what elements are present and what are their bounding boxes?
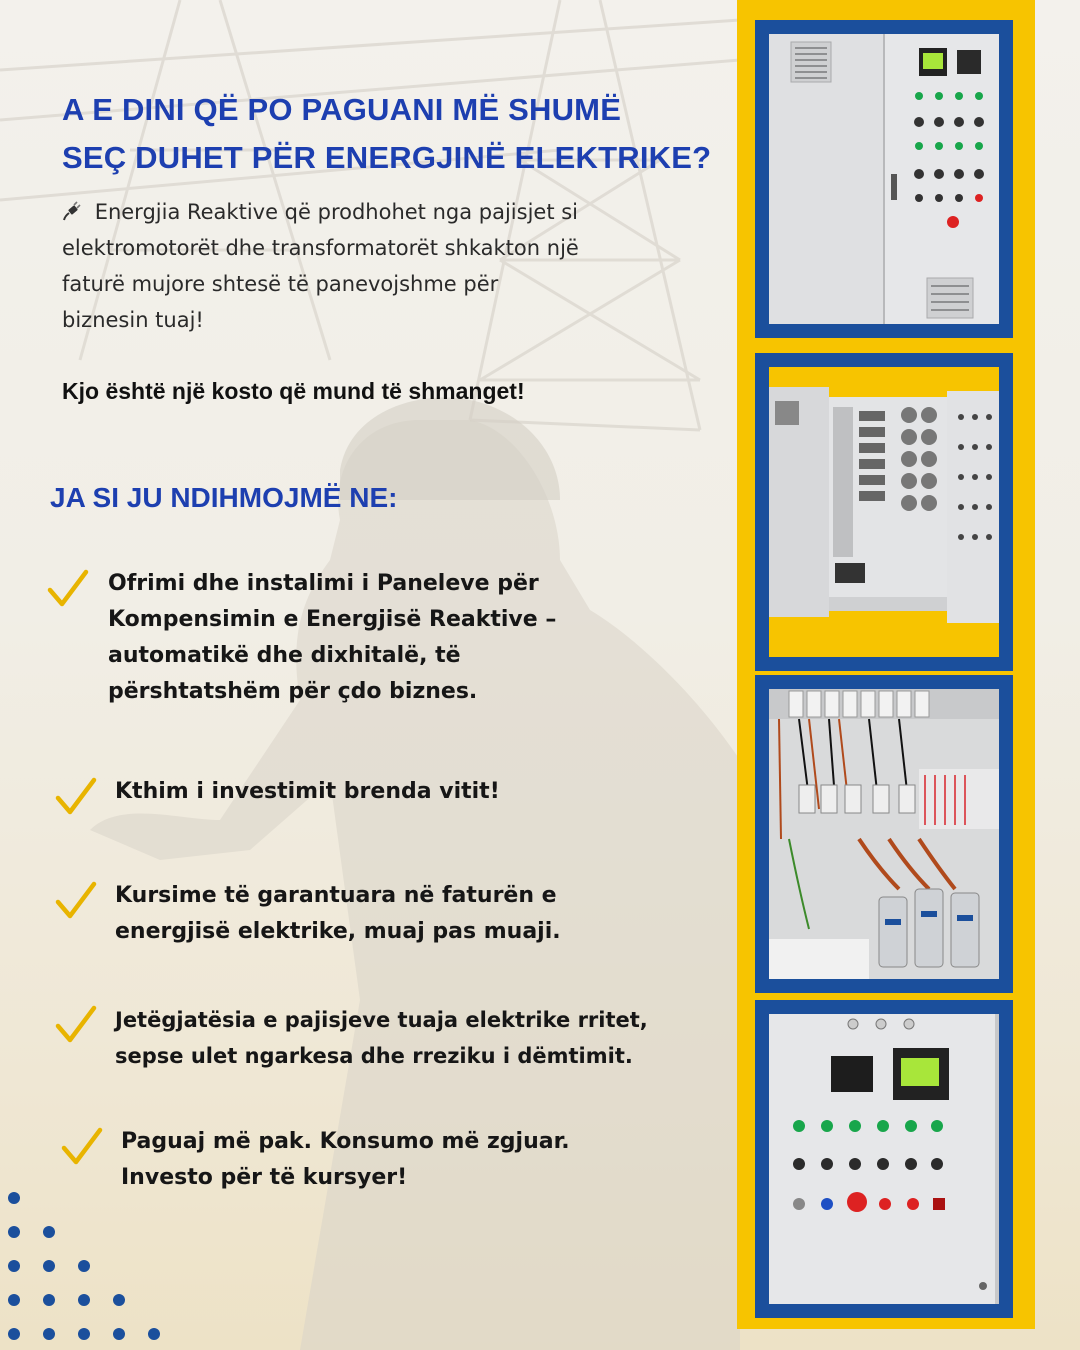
benefit-line: përshtatshëm për çdo biznes. [108,679,478,704]
headline-line-2: SEÇ DUHET PËR ENERGJINË ELEKTRIKE? [62,140,712,175]
checkmark-icon [54,774,98,818]
checkmark-icon [60,1124,104,1168]
benefit-line: automatikë dhe dixhitalë, të [108,643,461,668]
benefit-line: energjisë elektrike, muaj pas muaji. [115,919,561,944]
checkmark-icon [46,566,90,610]
benefit-line: Jetëgjatësia e pajisjeve tuaja elektrike rritet, [115,1008,648,1032]
benefit-line: Kthim i investimit brenda vitit! [115,779,500,804]
intro-text: Energjia Reaktive që prodhohet nga pajisjet si elektromotorët dhe transformatorët shkakton një faturë mujore shtesë të panevojshme për biznesin tuaj! [62,200,579,332]
benefit-line: Kursime të garantuara në faturën e [115,883,557,908]
intro-paragraph [62,194,582,338]
closed-control-panel-photo [755,20,1013,338]
panel-front-display-photo [755,1000,1013,1318]
headline [62,86,722,182]
headline-line-1: A E DINI QË PO PAGUANI MË SHUMË [62,92,622,127]
panel-wiring-capacitors-photo [755,675,1013,993]
benefit-line: Paguaj më pak. Konsumo më zgjuar. [121,1129,570,1154]
decorative-dot-grid [0,1180,180,1350]
plug-icon [62,200,89,224]
benefit-line: Ofrimi dhe instalimi i Paneleve për [108,571,539,596]
checkmark-icon [54,878,98,922]
cost-note: Kjo është një kosto që mund të shmanget! [62,378,525,404]
open-compensation-panel-photo [755,353,1013,671]
benefit-line: sepse ulet ngarkesa dhe rreziku i dëmtimit. [115,1044,633,1068]
checkmark-icon [54,1002,98,1046]
benefit-line: Investo për të kursyer! [121,1165,408,1190]
benefit-line: Kompensimin e Energjisë Reaktive – [108,607,557,632]
section-subheading: JA SI JU NDIHMOJMË NE: [50,482,398,513]
